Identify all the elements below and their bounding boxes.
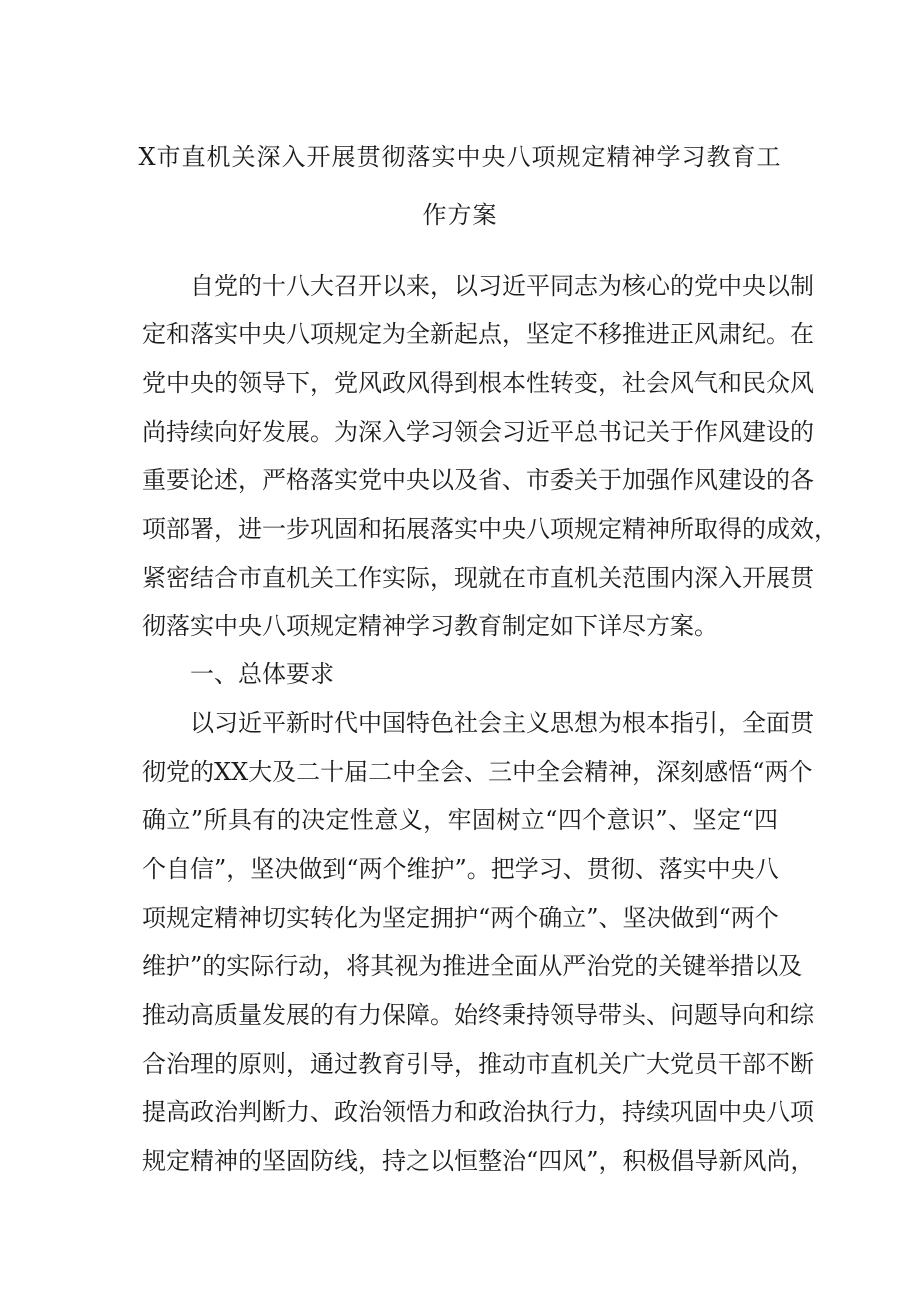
- paragraph-2-line: 规定精神的坚固防线，持之以恒整治“四风”，积极倡导新风尚，: [142, 1147, 815, 1175]
- paragraph-2-line: 提高政治判断力、政治领悟力和政治执行力，持续巩固中央八项: [142, 1098, 814, 1126]
- paragraph-2-line: 个自信”，坚决做到“两个维护”。把学习、贯彻、落实中央八: [142, 855, 779, 883]
- paragraph-2-line: 确立”所具有的决定性意义，牢固树立“四个意识”、坚定“四: [142, 806, 778, 834]
- paragraph-2-line: 合治理的原则，通过教育引导，推动市直机关广大党员干部不断: [142, 1050, 814, 1078]
- paragraph-2-line: 彻党的XX大及二十届二中全会、三中全会精神，深刻感悟“两个: [142, 758, 813, 786]
- document-title-line-1: X市直机关深入开展贯彻落实中央八项规定精神学习教育工: [138, 143, 782, 171]
- section-heading: 一、总体要求: [190, 660, 334, 688]
- paragraph-1-line: 自党的十八大召开以来，以习近平同志为核心的党中央以制: [190, 272, 814, 300]
- paragraph-1-line: 尚持续向好发展。为深入学习领会习近平总书记关于作风建设的: [142, 418, 814, 446]
- paragraph-1-line: 项部署，进一步巩固和拓展落实中央八项规定精神所取得的成效，: [142, 515, 838, 543]
- paragraph-1-line: 定和落实中央八项规定为全新起点，坚定不移推进正风肃纪。在: [142, 320, 814, 348]
- paragraph-2-line: 以习近平新时代中国特色社会主义思想为根本指引，全面贯: [190, 709, 814, 737]
- paragraph-2-line: 推动高质量发展的有力保障。始终秉持领导带头、问题导向和综: [142, 1001, 814, 1029]
- paragraph-1-line: 党中央的领导下，党风政风得到根本性转变，社会风气和民众风: [142, 369, 814, 397]
- document-title-line-2: 作方案: [422, 201, 498, 229]
- paragraph-2-line: 维护”的实际行动，将其视为推进全面从严治党的关键举措以及: [142, 952, 803, 980]
- paragraph-1-line: 彻落实中央八项规定精神学习教育制定如下详尽方案。: [142, 612, 718, 640]
- paragraph-1-line: 紧密结合市直机关工作实际，现就在市直机关范围内深入开展贯: [142, 564, 814, 592]
- paragraph-2-line: 项规定精神切实转化为坚定拥护“两个确立”、坚决做到“两个: [142, 904, 779, 932]
- paragraph-1-line: 重要论述，严格落实党中央以及省、市委关于加强作风建设的各: [142, 466, 814, 494]
